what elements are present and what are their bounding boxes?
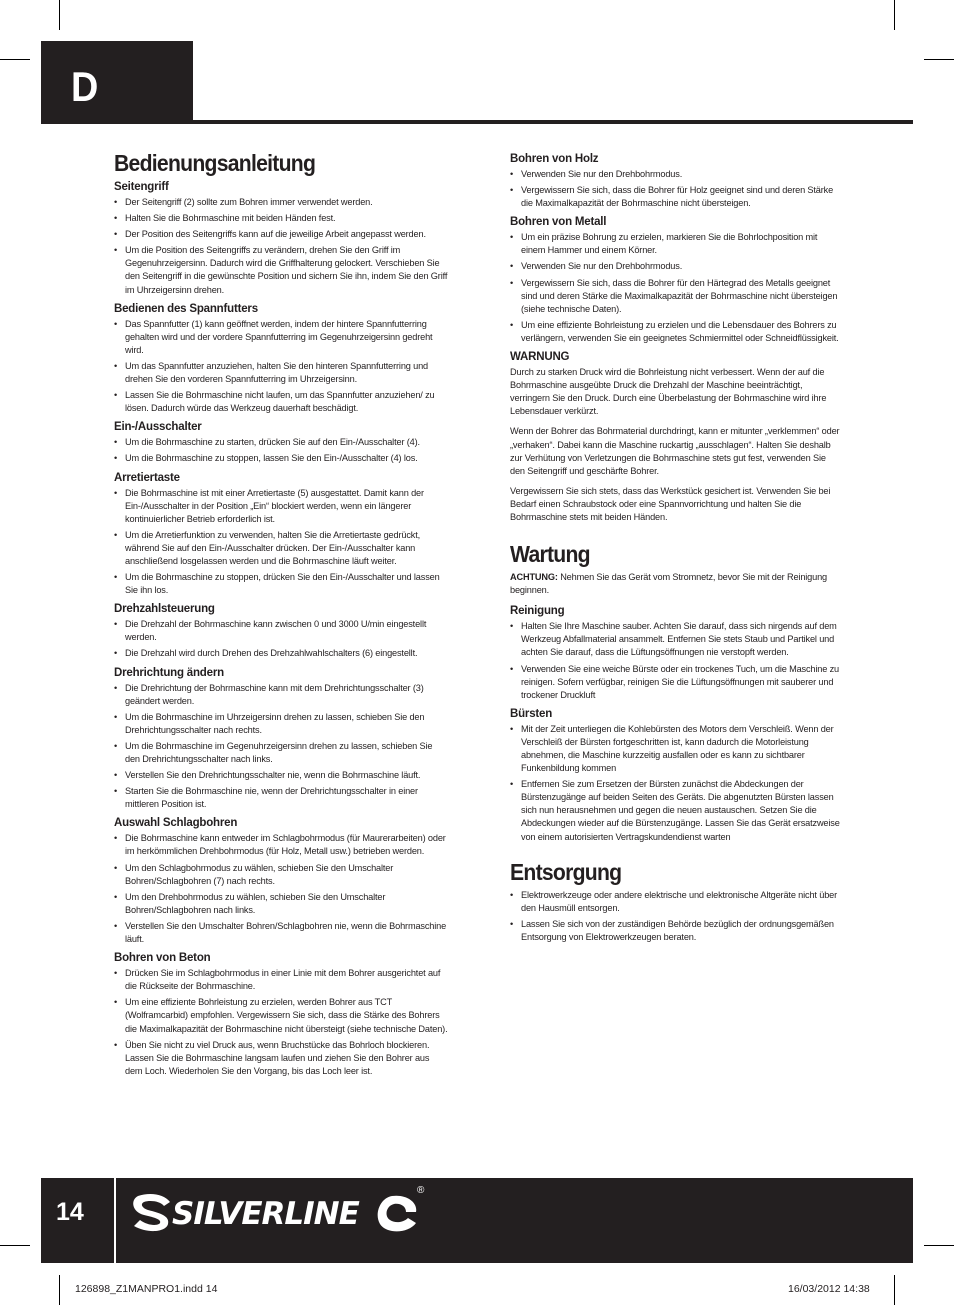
section-heading: Bürsten bbox=[510, 707, 553, 720]
left-column bbox=[114, 150, 449, 1083]
list-item: • Verstellen Sie den Drehrichtungsschalter nie, wenn die Bohrmaschine läuft. bbox=[114, 769, 449, 782]
logo-text: SILVERLINE bbox=[172, 1196, 359, 1232]
list-item: • Drücken Sie im Schlagbohrmodus in einer Linie mit dem Bohrer ausgerichtet auf die Rückseite der Bohrmaschine. bbox=[114, 967, 449, 993]
warning-paragraph: Vergewissern Sie sich stets, dass das Werkstück gesichert ist. Verwenden Sie bei Bedarf einen Schraubstock oder eine Spannvorrichtung und halten Sie die Bohrmaschine stets mit beiden Händen. bbox=[510, 485, 831, 522]
list-item: • Um die Bohrmaschine im Uhrzeigersinn drehen zu lassen, schieben Sie den Drehrichtungsschalter nach rechts. bbox=[114, 711, 449, 737]
list-item: • Um die Bohrmaschine zu starten, drücken Sie auf den Ein-/Ausschalter (4). bbox=[114, 436, 449, 449]
wartung-title: Wartung bbox=[510, 541, 590, 568]
section-heading: Seitengriff bbox=[114, 181, 169, 193]
warning-paragraphs bbox=[510, 366, 840, 524]
bullet-list bbox=[114, 436, 449, 465]
section-heading: Drehzahlsteuerung bbox=[114, 603, 215, 616]
list-item: • Halten Sie Ihre Maschine sauber. Achten Sie darauf, dass sich nirgends auf dem Werkzeug Abfallmaterial ansammelt. Entfernen Sie stets Staub und Partikel und achten Sie darauf, dass die Lüftungsöffnungen nie verstopft werden. bbox=[510, 620, 840, 659]
list-item: • Mit der Zeit unterliegen die Kohlebürsten des Motors dem Verschleiß. Wenn der Verschleiß der Bürsten fortgeschritten ist, kann dadurch die Motorleistung abnehmen, die Maschine kurzzeitig ausfallen oder es kann zu sichtbarer Funkenbildung kommen bbox=[510, 723, 840, 775]
achtung-text: Nehmen Sie das Gerät vom Stromnetz, bevor Sie mit der Reinigung beginnen. bbox=[510, 572, 828, 596]
list-item: • Um eine effiziente Bohrleistung zu erzielen und die Lebensdauer des Bohrers zu verlängern, verwenden Sie ein geeignetes Schmiermittel oder Schneidflüssigkeit. bbox=[510, 319, 840, 345]
list-item: • Die Drehrichtung der Bohrmaschine kann mit dem Drehrichtungsschalter (3) geändert werden. bbox=[114, 682, 449, 708]
list-item: • Verwenden Sie eine weiche Bürste oder ein trockenes Tuch, um die Maschine zu reinigen. Sofern verfügbar, reinigen Sie die Lüftungsöffnungen mit sauberer und trockener Druckluft bbox=[510, 663, 840, 702]
left-sections bbox=[114, 180, 449, 1078]
page-title: Bedienungsanleitung bbox=[114, 150, 316, 176]
list-item: • Der Position des Seitengriffs kann auf die jeweilige Arbeit angepasst werden. bbox=[114, 228, 449, 241]
footer-divider bbox=[114, 1178, 116, 1263]
section-heading: Arretiertaste bbox=[114, 471, 180, 484]
list-item: • Entfernen Sie zum Ersetzen der Bürsten zunächst die Abdeckungen der Bürstenzugänge auf beiden Seiten des Geräts. Die abgenutzten Bürsten lassen sich nun herausnehmen und gegen die neuen austauschen. Setzen Sie die Abdeckungen wieder auf die Bürstenzugänge. Lassen Sie das Gerät ersatzweise von einem autorisierten Vertragskundendienst warten bbox=[510, 778, 840, 843]
section-heading: Bedienen des Spannfutters bbox=[114, 302, 258, 315]
header-rule bbox=[41, 120, 913, 124]
warning-paragraph: Durch zu starken Druck wird die Bohrleistung nicht verbessert. Wenn der auf die Bohrmaschine ausgeübte Druck die Drehzahl der Maschine beeinträchtigt, verringern Sie den Druck. Durch eine Überbelastung der Bohrmaschine wird ihre Lebensdauer verkürzt. bbox=[510, 367, 827, 417]
achtung-label: ACHTUNG: bbox=[510, 572, 558, 583]
right-top-sections bbox=[510, 152, 840, 345]
section-heading: Reinigung bbox=[510, 605, 565, 618]
bullet-list bbox=[114, 487, 449, 598]
list-item: • Die Bohrmaschine kann entweder im Schlagbohrmodus (für Maurerarbeiten) oder im herkömmlichen Drehbohrmodus (für Holz, Metall usw.) betrieben werden. bbox=[114, 832, 449, 858]
bullet-list bbox=[114, 832, 449, 946]
list-item: • Um die Position des Seitengriffs zu verändern, drehen Sie den Griff im Gegenuhrzeigersinn. Dadurch wird die Griffhalterung gelockert. Verschieben Sie den Seitengriff in die gewünschte Position und sichern Sie ihn, indem Sie den Griff im Uhrzeigersinn drehen. bbox=[114, 244, 449, 296]
list-item: • Das Spannfutter (1) kann geöffnet werden, indem der hintere Spannfutterring gehalten wird und der vordere Spannfutterring im Gegenuhrzeigersinn gedreht wird. bbox=[114, 318, 449, 357]
list-item: • Um die Bohrmaschine im Gegenuhrzeigersinn drehen zu lassen, schieben Sie den Drehrichtungsschalter nach links. bbox=[114, 740, 449, 766]
section-heading: Bohren von Metall bbox=[510, 216, 607, 229]
entsorgung-list bbox=[510, 889, 840, 944]
bullet-list bbox=[114, 318, 449, 416]
list-item: • Um den Drehbohrmodus zu wählen, schieben Sie den Umschalter Bohren/Schlagbohren nach links. bbox=[114, 891, 449, 917]
language-letter: D bbox=[71, 63, 99, 110]
registered-mark: ® bbox=[417, 1185, 425, 1196]
language-tab bbox=[41, 41, 193, 123]
list-item: • Die Drehzahl der Bohrmaschine kann zwischen 0 und 3000 U/min eingestellt werden. bbox=[114, 618, 449, 644]
list-item: • Um eine effiziente Bohrleistung zu erzielen, werden Bohrer aus TCT (Wolframcarbid) empfohlen. Vergewissern Sie sich, dass die Stärke des Bohrers die Maximalkapazität der Bohrmaschine nicht übersteigt (siehe technische Daten). bbox=[114, 996, 449, 1035]
list-item: • Um die Bohrmaschine zu stoppen, lassen Sie den Ein-/Ausschalter (4) los. bbox=[114, 452, 449, 465]
bullet-list bbox=[510, 168, 840, 210]
list-item: • Der Seitengriff (2) sollte zum Bohren immer verwendet werden. bbox=[114, 196, 449, 209]
crop-mark bbox=[59, 1275, 60, 1305]
list-item: • Halten Sie die Bohrmaschine mit beiden Händen fest. bbox=[114, 212, 449, 225]
entsorgung-title: Entsorgung bbox=[510, 858, 622, 885]
bullet-list bbox=[510, 620, 840, 702]
crop-mark bbox=[924, 1245, 954, 1246]
list-item: • Üben Sie nicht zu viel Druck aus, wenn Bruchstücke das Bohrloch blockieren. Lassen Sie die Bohrmaschine langsam laufen und ziehen Sie den Bohrer aus dem Loch. Wiederholen Sie den Vorgang, bis das Loch leer ist. bbox=[114, 1039, 449, 1078]
list-item: • Um die Arretierfunktion zu verwenden, halten Sie die Arretiertaste gedrückt, während Sie auf den Ein-/Ausschalter drücken. Der Ein-/Ausschalter kann anschließend losgelassen werden und die Bohrmaschine läuft weiter. bbox=[114, 529, 449, 568]
list-item: • Die Bohrmaschine ist mit einer Arretiertaste (5) ausgestattet. Damit kann der Ein-/Ausschalter in der Position „Ein“ blockiert werden, wenn ein längerer kontinuierlicher Betrieb erforderlich ist. bbox=[114, 487, 449, 526]
wartung-sections bbox=[510, 604, 840, 843]
slug-date: 16/03/2012 14:38 bbox=[788, 1283, 870, 1295]
right-column bbox=[510, 152, 840, 949]
section-heading: Bohren von Beton bbox=[114, 952, 211, 965]
bullet-list bbox=[114, 682, 449, 812]
list-item: • Starten Sie die Bohrmaschine nie, wenn der Drehrichtungsschalter in einer mittleren Position ist. bbox=[114, 785, 449, 811]
list-item: • Um das Spannfutter anzuziehen, halten Sie den hinteren Spannfutterring und drehen Sie den vorderen Spannfutterring im Uhrzeigersinn. bbox=[114, 360, 449, 386]
section-heading: Bohren von Holz bbox=[510, 153, 599, 165]
section-heading: Auswahl Schlagbohren bbox=[114, 817, 238, 830]
section-heading: Ein-/Ausschalter bbox=[114, 421, 202, 434]
crop-mark bbox=[59, 0, 60, 30]
silverline-logo bbox=[130, 1186, 420, 1236]
list-item: • Verwenden Sie nur den Drehbohrmodus. bbox=[510, 168, 840, 181]
bullet-list bbox=[114, 196, 449, 297]
list-item: • Lassen Sie die Bohrmaschine nicht laufen, um das Spannfutter anzuziehen/ zu lösen. Dadurch würde das Werkzeug dauerhaft beschädigt. bbox=[114, 389, 449, 415]
list-item: • Verwenden Sie nur den Drehbohrmodus. bbox=[510, 260, 840, 273]
slug-file: 126898_Z1MANPRO1.indd 14 bbox=[75, 1283, 218, 1295]
crop-mark bbox=[894, 1275, 895, 1305]
warning-paragraph: Wenn der Bohrer das Bohrmaterial durchdringt, kann er mitunter „verklemmen“ oder „verhaken“. Dabei kann die Maschine ruckartig „ausschlagen“. Halten Sie deshalb zur Verhütung von Verletzungen die Bohrmaschine stets gut fest, verwenden Sie den Seitengriff und geschärfte Bohrer. bbox=[510, 426, 840, 476]
list-item: • Um die Bohrmaschine zu stoppen, drücken Sie den Ein-/Ausschalter und lassen Sie ihn los. bbox=[114, 571, 449, 597]
crop-mark bbox=[0, 1245, 30, 1246]
list-item: • Vergewissern Sie sich, dass die Bohrer für den Härtegrad des Metalls geeignet sind und deren Stärke die Maximalkapazität der Bohrmaschine nicht übersteigen (siehe technische Daten). bbox=[510, 277, 840, 316]
list-item: • Um den Schlagbohrmodus zu wählen, schieben Sie den Umschalter Bohren/Schlagbohren (7) nach rechts. bbox=[114, 862, 449, 888]
section-heading: Drehrichtung ändern bbox=[114, 666, 224, 679]
list-item: • Elektrowerkzeuge oder andere elektrische und elektronische Altgeräte nicht über den Hausmüll entsorgen. bbox=[510, 889, 840, 915]
warning-heading: WARNUNG bbox=[510, 351, 570, 364]
bullet-list bbox=[510, 231, 840, 345]
crop-mark bbox=[0, 59, 30, 60]
bullet-list bbox=[114, 967, 449, 1078]
crop-mark bbox=[894, 0, 895, 30]
bullet-list bbox=[114, 618, 449, 660]
list-item: • Lassen Sie sich von der zuständigen Behörde bezüglich der ordnungsgemäßen Entsorgung von Elektrowerkzeugen beraten. bbox=[510, 918, 840, 944]
list-item: • Die Drehzahl wird durch Drehen des Drehzahlwahlschalters (6) eingestellt. bbox=[114, 647, 449, 660]
list-item: • Verstellen Sie den Umschalter Bohren/Schlagbohren nie, wenn die Bohrmaschine läuft. bbox=[114, 920, 449, 946]
list-item: • Vergewissern Sie sich, dass die Bohrer für Holz geeignet sind und deren Stärke die Maximalkapazität der Bohrmaschine nicht übersteigen. bbox=[510, 184, 840, 210]
list-item: • Um ein präzise Bohrung zu erzielen, markieren Sie die Bohrlochposition mit einem Hammer und einem Körner. bbox=[510, 231, 840, 257]
page-number: 14 bbox=[56, 1198, 84, 1226]
bullet-list bbox=[510, 723, 840, 844]
crop-mark bbox=[924, 59, 954, 60]
achtung-note bbox=[510, 571, 840, 597]
